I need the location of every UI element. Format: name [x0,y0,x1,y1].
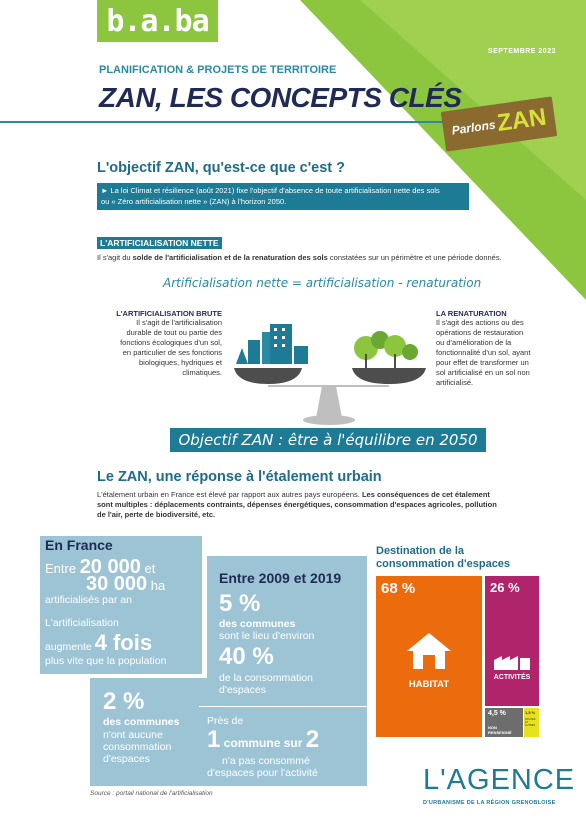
p2-bold: sont multiples : déplacements contraints, dépenses énergétiques, consommation d'espaces agricoles, pollution [97,500,497,509]
artificialisation-brute-text [97,318,222,378]
section2-paragraph [97,490,567,520]
activites-tile [485,576,539,706]
artificialisation-brute-block [97,309,222,378]
renaturation-block [436,309,566,388]
right-line: opérations de restauration [436,328,524,337]
kicker: PLANIFICATION & PROJETS DE TERRITOIRE [99,64,337,76]
big-number: 4 fois [94,630,153,655]
intro-box [97,183,469,210]
sign-big-text: ZAN [495,103,549,138]
stat-40pct-text2: d'espaces [219,684,266,696]
goal-banner [170,428,486,452]
other-label-l1: ROUTES ET [525,718,536,724]
right-line: ou d'amélioration de la [436,338,512,347]
big-number: 2 [305,726,320,753]
city-icon [236,324,308,364]
destination-title [376,545,510,571]
goal-text: Objectif ZAN : être à l'équilibre en 2050 [178,431,478,449]
stat-2pct: 2 % [103,688,145,715]
equation: Artificialisation nette = artificialisation - renaturation [163,276,482,290]
communes-divider [199,706,367,707]
definition-pre: Il s'agit du [97,253,133,262]
stat-half-text1: n'a pas consommé [222,755,310,767]
habitat-label: HABITAT [408,679,450,690]
stat-2pct-text4: d'espaces [103,753,150,765]
stat-2pct-text2: n'ont aucune [103,729,163,741]
nr-label [488,725,512,735]
nr-label-l1: NON [488,725,497,730]
communes-title: Entre 2009 et 2019 [219,570,342,586]
p3-bold: de l'air, perte de biodiversité, etc. [97,510,216,519]
stat-40pct-text1: de la consommation [219,672,313,684]
renaturation-title: LA RENATURATION [436,309,507,318]
text: Entre [45,561,80,576]
stat-2pct-text1: des communes [103,716,180,728]
france-line5 [45,630,152,656]
other-pct: 1,5 % [525,710,536,715]
right-pan [352,368,426,384]
p1: L'étalement urbain en France est élevé par rapport aux autres pays européens. [97,490,362,499]
sign-small-text: Parlons [450,117,497,138]
definition-bold: solde de l'artificialisation et de la renaturation des sols [132,253,328,262]
routes-autres-tile [524,708,539,737]
intro-line-1: ► La loi Climat et résilience (août 2021) fixe l'objectif d'absence de toute artificialisation nette des sols [101,186,440,195]
activites-label: ACTIVITÉS [493,674,531,681]
baba-logo: b.a.ba [97,0,218,42]
stat-5pct: 5 % [219,590,261,617]
agency-logo: L'AGENCE [423,764,576,796]
left-line: fonctions écologiques d'un sol, [120,338,222,347]
france-title: En France [45,537,113,553]
stat-half-intro: Près de [207,715,244,727]
nr-label-l2: RENSEIGNÉ [488,730,512,735]
text: ha [147,578,166,593]
section1-heading: L'objectif ZAN, qu'est-ce que c'est ? [97,160,346,176]
habitat-tile [376,576,482,737]
stat-40pct: 40 % [219,643,274,670]
p1-bold: Les conséquences de cet étalement [361,490,490,499]
definition [97,253,567,263]
left-line: biologiques, hydriques et [139,358,222,367]
right-line: artificialisé. [436,378,474,387]
left-line: climatiques. [182,368,222,377]
activites-pct: 26 % [490,580,520,595]
nature-icon [354,331,418,368]
stat-2pct-text3: consommation [103,741,172,753]
factory-icon [494,654,530,670]
publication-date: SEPTEMBRE 2022 [487,48,556,55]
artificialisation-nette-tag: L'ARTIFICIALISATION NETTE [97,237,222,249]
intro-line-2: ou « Zéro artificialisation nette » (ZAN) à l'horizon 2050. [101,197,287,206]
stat-5pct-text1: des communes [219,618,296,630]
left-pan [234,368,302,384]
balance-stand [316,386,342,418]
right-line: fonctionnalité d'un sol, ayant [436,348,531,357]
definition-post: constatées sur un périmètre et une période donnés. [327,253,502,262]
france-line6: plus vite que la population [45,655,167,667]
france-line4: L'artificialisation [45,617,119,629]
other-label-l2: AUTRES [525,724,536,727]
page-title: ZAN, LES CONCEPTS CLÉS [99,82,462,113]
house-icon [405,631,453,671]
balance-illustration [230,318,430,426]
agency-subtitle: D'URBANISME DE LA RÉGION GRENOBLOISE [423,800,556,806]
destination-title-line1: Destination de la [376,545,465,557]
left-line: durable de tout ou partie des [126,328,222,337]
habitat-pct: 68 % [381,580,416,597]
right-line: sol artificialisé en un sol non [436,368,530,377]
france-line3: artificialisés par an [45,594,132,606]
text: commune sur [220,736,306,750]
section2-heading: Le ZAN, une réponse à l'étalement urbain [97,469,382,485]
stat-half-line [207,726,319,754]
big-number: 1 [207,726,221,753]
france-line2 [86,573,165,596]
stat-5pct-text2: sont le lieu d'environ [219,630,315,642]
stat-half-text2: d'espaces pour l'activité [207,767,318,779]
text: augmente [45,641,95,653]
nr-pct: 4,5 % [488,710,506,717]
big-number: 20 000 [79,556,141,578]
source-note: Source : portail national de l'artificialisation [90,790,213,797]
left-line: en particulier de ses fonctions [122,348,222,357]
artificialisation-brute-title: L'ARTIFICIALISATION BRUTE [116,309,222,318]
big-number: 30 000 [86,573,148,595]
left-line: Il s'agit de l'artificialisation [136,318,222,327]
title-rule [0,121,470,123]
right-line: pour effet de transformer un [436,358,529,367]
text: et [140,561,156,576]
right-line: Il s'agit des actions ou des [436,318,524,327]
renaturation-text [436,318,566,388]
non-renseigne-tile [485,708,523,737]
destination-title-line2: consommation d'espaces [376,558,511,570]
other-label [525,718,539,727]
